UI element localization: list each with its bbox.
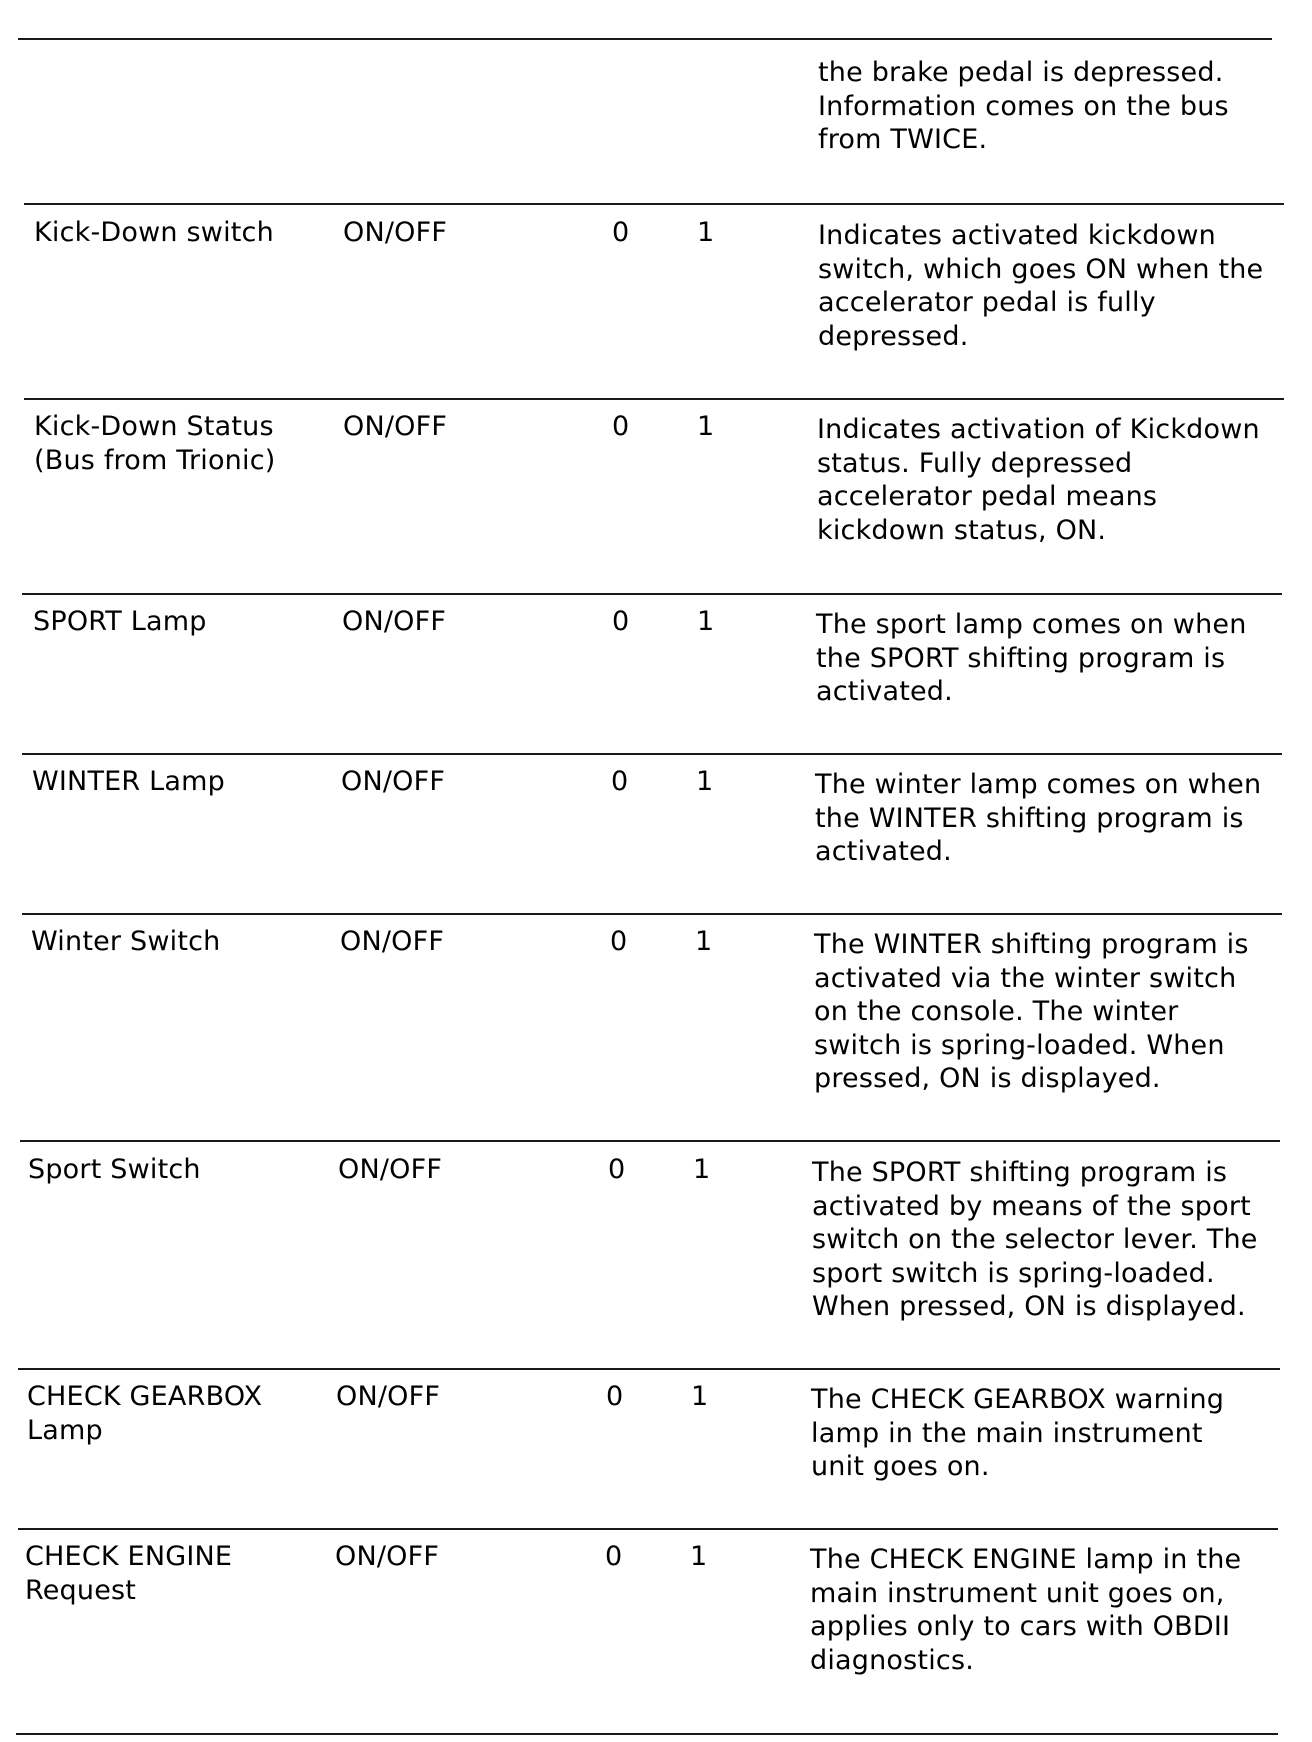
signal-description: The CHECK ENGINE lamp in the main instrument unit goes on, applies only to cars with OBDII diagnostics. — [810, 1544, 1242, 1676]
signal-max: 1 — [691, 1381, 709, 1412]
table-rule — [20, 1140, 1280, 1142]
signal-max: 1 — [690, 1541, 708, 1572]
table-rule — [22, 913, 1282, 915]
signal-description: The SPORT shifting program is activated by means of the sport switch on the selector lever. The sport switch is spring-loaded. When pressed, ON is displayed. — [812, 1157, 1258, 1322]
signal-name: Kick-Down switch — [34, 217, 274, 248]
signal-min: 0 — [612, 411, 630, 442]
signal-max: 1 — [696, 766, 714, 797]
signal-type: ON/OFF — [343, 217, 448, 248]
signal-min: 0 — [611, 766, 629, 797]
table-rule-top — [18, 38, 1272, 40]
signal-description: The sport lamp comes on when the SPORT shifting program is activated. — [816, 609, 1247, 707]
table-rule — [18, 1368, 1280, 1370]
signal-type: ON/OFF — [335, 1541, 440, 1572]
signal-type: ON/OFF — [340, 926, 445, 957]
signal-name: WINTER Lamp — [32, 766, 225, 797]
signal-name: CHECK ENGINE Request — [25, 1541, 233, 1606]
signal-max: 1 — [695, 926, 713, 957]
signal-type: ON/OFF — [343, 411, 448, 442]
signal-min: 0 — [612, 606, 630, 637]
table-rule — [24, 203, 1284, 205]
signal-name: Sport Switch — [28, 1154, 201, 1185]
signal-description: The CHECK GEARBOX warning lamp in the main instrument unit goes on. — [811, 1384, 1225, 1482]
signal-description: The winter lamp comes on when the WINTER shifting program is activated. — [815, 769, 1262, 867]
table-rule — [18, 1528, 1278, 1530]
signal-description: Indicates activated kickdown switch, which goes ON when the accelerator pedal is fully depressed. — [818, 220, 1264, 352]
signal-type: ON/OFF — [336, 1381, 441, 1412]
signal-max: 1 — [697, 217, 715, 248]
signal-type: ON/OFF — [342, 606, 447, 637]
signal-name: Winter Switch — [31, 926, 221, 957]
signal-max: 1 — [693, 1154, 711, 1185]
signal-name: SPORT Lamp — [33, 606, 207, 637]
signal-type: ON/OFF — [341, 766, 446, 797]
continuation-description: the brake pedal is depressed. Information comes on the bus from TWICE. — [818, 57, 1229, 155]
signal-max: 1 — [697, 606, 715, 637]
signal-min: 0 — [606, 1381, 624, 1412]
signal-min: 0 — [608, 1154, 626, 1185]
signal-name: Kick-Down Status (Bus from Trionic) — [34, 411, 276, 476]
signal-description: The WINTER shifting program is activated via the winter switch on the console. The winter switch is spring-loaded. When pressed, ON is displayed. — [814, 929, 1249, 1094]
signal-min: 0 — [612, 217, 630, 248]
signal-description: Indicates activation of Kickdown status. Fully depressed accelerator pedal means kickdown status, ON. — [817, 414, 1260, 546]
signal-max: 1 — [697, 411, 715, 442]
table-rule — [24, 398, 1284, 400]
signal-type: ON/OFF — [338, 1154, 443, 1185]
signal-min: 0 — [610, 926, 628, 957]
signal-name: CHECK GEARBOX Lamp — [27, 1381, 263, 1446]
table-rule-bottom — [16, 1733, 1278, 1735]
signal-min: 0 — [605, 1541, 623, 1572]
table-rule — [22, 593, 1282, 595]
table-rule — [22, 753, 1282, 755]
